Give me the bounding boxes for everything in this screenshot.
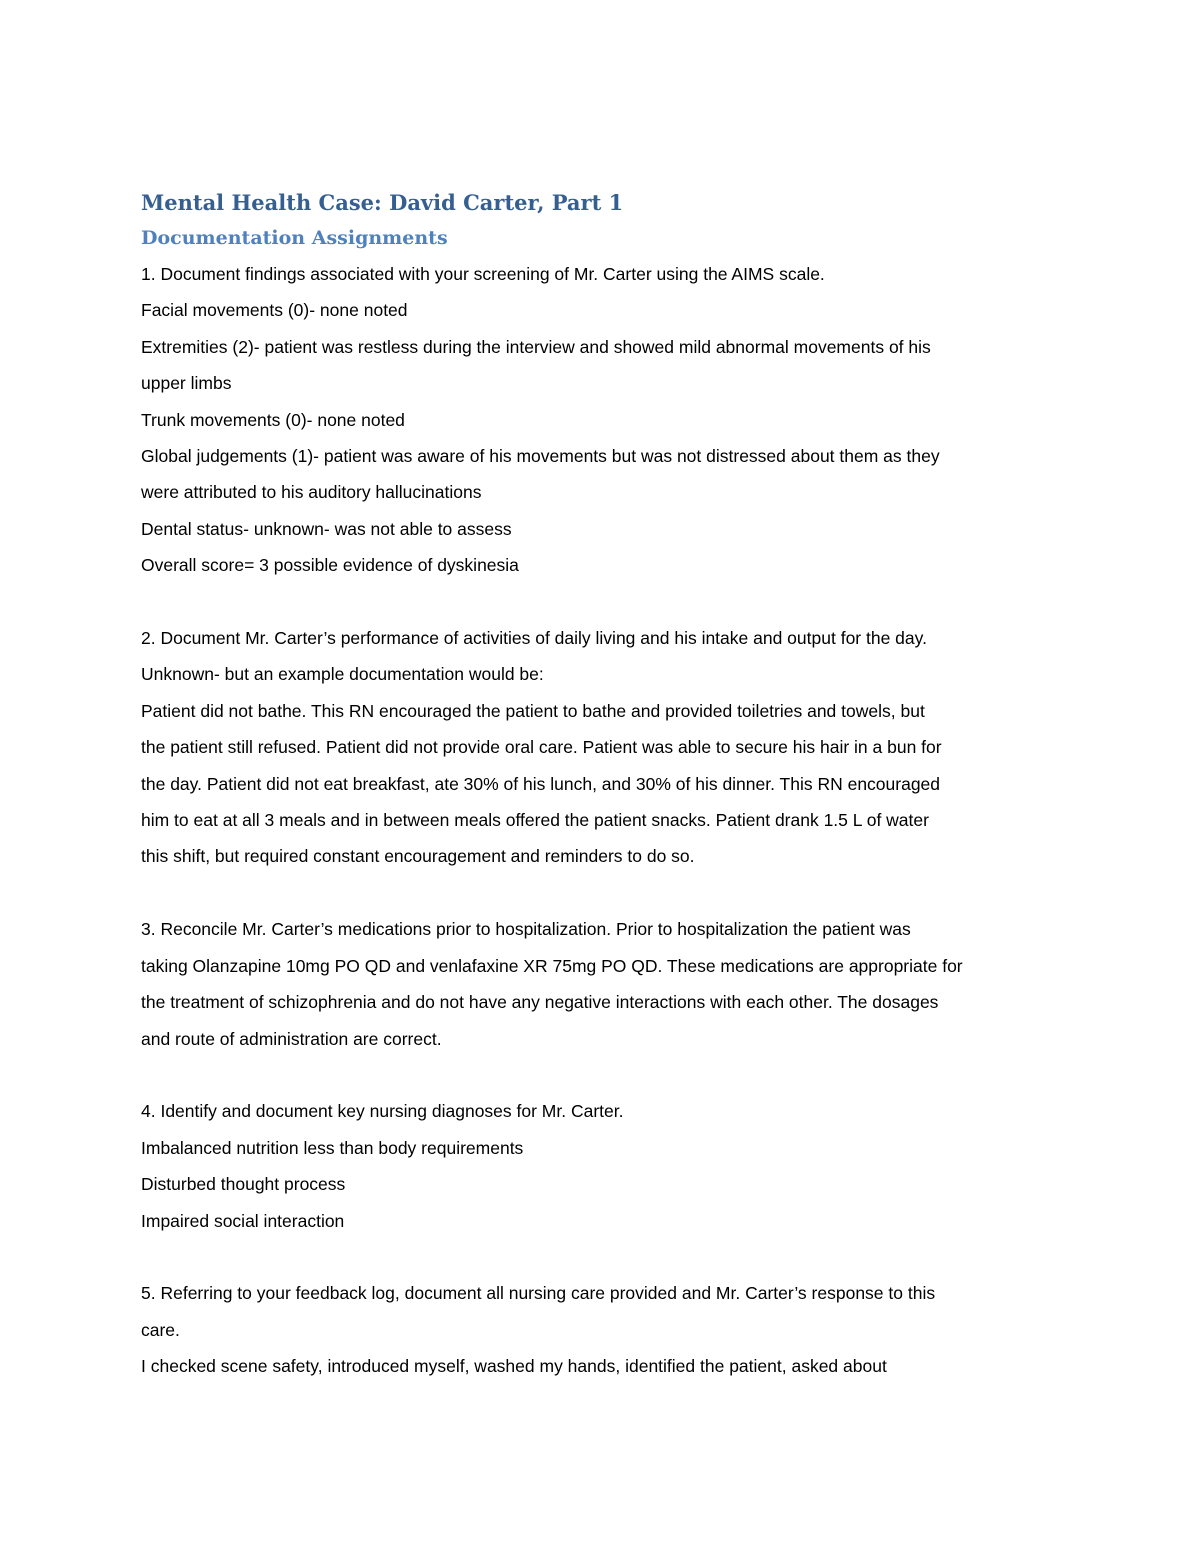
q2-line: this shift, but required constant encouragement and reminders to do so.	[141, 846, 695, 867]
q2-line: Unknown- but an example documentation would be:	[141, 664, 544, 685]
paragraph-gap	[141, 875, 1061, 911]
q1-line: Trunk movements (0)- none noted	[141, 409, 405, 430]
question-4: 4. Identify and document key nursing diagnoses for Mr. Carter.	[141, 1101, 624, 1122]
document-subtitle: Documentation Assignments	[141, 227, 448, 249]
q3-line: the treatment of schizophrenia and do not have any negative interactions with each other. The dosages	[141, 992, 939, 1013]
document-page	[141, 186, 1061, 1385]
section-q4	[141, 1093, 1061, 1239]
q5-line: I checked scene safety, introduced myself, washed my hands, identified the patient, asked about	[141, 1356, 887, 1377]
section-q2	[141, 620, 1061, 875]
question-1: 1. Document findings associated with your screening of Mr. Carter using the AIMS scale.	[141, 264, 825, 284]
section-q1	[141, 256, 1061, 584]
question-5: 5. Referring to your feedback log, document all nursing care provided and Mr. Carter’s response to this	[141, 1283, 936, 1304]
q3-line: taking Olanzapine 10mg PO QD and venlafaxine XR 75mg PO QD. These medications are appropriate for	[141, 955, 963, 976]
q1-line: upper limbs	[141, 373, 232, 394]
q1-line: Facial movements (0)- none noted	[141, 300, 408, 321]
q5-line: care.	[141, 1319, 180, 1340]
nursing-diagnosis: Impaired social interaction	[141, 1210, 345, 1231]
section-q5	[141, 1275, 1061, 1384]
section-q3	[141, 911, 1061, 1057]
paragraph-gap	[141, 584, 1061, 620]
q3-line: and route of administration are correct.	[141, 1028, 442, 1049]
document-title: Mental Health Case: David Carter, Part 1	[141, 190, 624, 215]
q1-line: Overall score= 3 possible evidence of dyskinesia	[141, 555, 519, 576]
q1-line: Global judgements (1)- patient was aware of his movements but was not distressed about them as they	[141, 446, 940, 467]
nursing-diagnosis: Imbalanced nutrition less than body requirements	[141, 1137, 524, 1158]
question-3: 3. Reconcile Mr. Carter’s medications prior to hospitalization. Prior to hospitalization the patient was	[141, 919, 911, 940]
q2-line: Patient did not bathe. This RN encouraged the patient to bathe and provided toiletries and towels, but	[141, 700, 925, 721]
q2-line: the day. Patient did not eat breakfast, ate 30% of his lunch, and 30% of his dinner. This RN encouraged	[141, 773, 941, 794]
q2-line: him to eat at all 3 meals and in between meals offered the patient snacks. Patient drank 1.5 L of water	[141, 810, 929, 831]
nursing-diagnosis: Disturbed thought process	[141, 1174, 346, 1195]
paragraph-gap	[141, 1057, 1061, 1093]
question-2: 2. Document Mr. Carter’s performance of activities of daily living and his intake and output for the day.	[141, 628, 927, 649]
paragraph-gap	[141, 1239, 1061, 1275]
q2-line: the patient still refused. Patient did not provide oral care. Patient was able to secure his hair in a bun for	[141, 737, 942, 758]
q1-line: Dental status- unknown- was not able to assess	[141, 518, 512, 539]
q1-line: Extremities (2)- patient was restless during the interview and showed mild abnormal movements of his	[141, 336, 931, 357]
q1-line: were attributed to his auditory hallucinations	[141, 482, 482, 503]
